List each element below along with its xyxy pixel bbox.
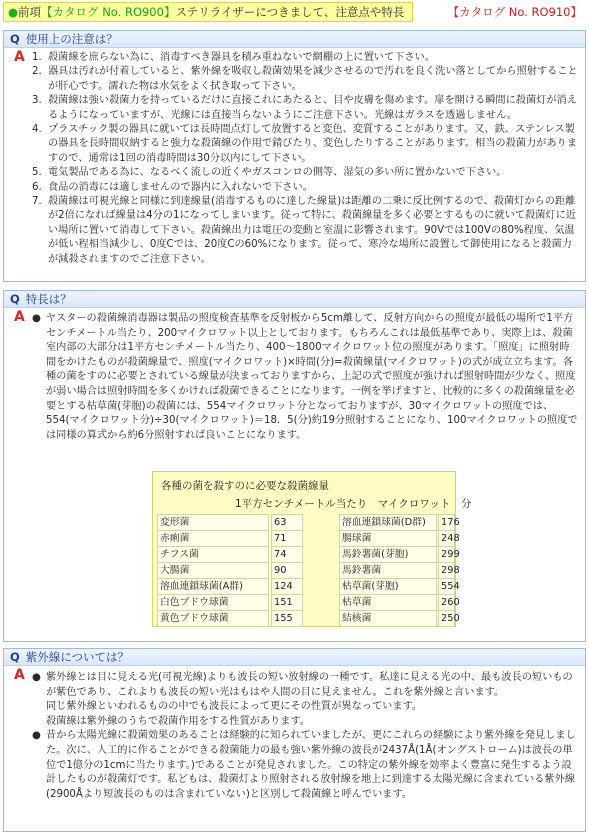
- germ-name-cell: 結核菌: [339, 610, 437, 627]
- uv-paragraph-1: [32, 671, 579, 700]
- list-item: [32, 181, 579, 195]
- germ-value-cell: 248: [438, 530, 455, 547]
- bullet: ●: [32, 672, 41, 683]
- germ-name-cell: 大腸菌: [157, 562, 269, 579]
- list-item-text: 器具は汚れが付着していると、紫外線を吸収し殺菌効果を減少させるので汚れを良く洗い落としてから照射することが肝心です。濡れた物は水気をよく拭き取って下さい。: [48, 66, 578, 92]
- section-usage-notes: [3, 30, 586, 282]
- germ-name-cell: 腸球菌: [339, 530, 437, 547]
- germ-value-cell: 74: [271, 546, 303, 563]
- uv-text-1b: 同じ紫外線といわれるものの中でも波長によって更にその性質が異なっています。: [46, 701, 423, 713]
- header-tail: ステリライザーにつきまして、注意点や特長: [175, 5, 405, 19]
- germ-value-cell: 260: [438, 594, 455, 611]
- list-item: [32, 94, 579, 123]
- list-item-text: 電気製品である為に、なるべく流しの近くやガスコンロの側等、湿気の多い所に置かないで下さい。: [48, 167, 507, 179]
- header-prefix: 前項: [18, 5, 42, 19]
- answer-mark: A: [14, 667, 25, 683]
- list-item-number: 7.: [32, 196, 42, 208]
- germ-name-cell: 枯草菌(芽胞): [339, 578, 437, 595]
- list-item: [32, 166, 579, 180]
- bullet: ●: [32, 730, 41, 742]
- list-item: [32, 51, 579, 65]
- uv-text-1c: 殺菌線は紫外線のうちで殺菌作用をする性質があります。: [46, 715, 310, 727]
- germ-name-cell: 白色ブドウ球菌: [157, 594, 269, 611]
- germ-name-cell: 溶血連鎖球菌(D群): [339, 514, 437, 531]
- answer-mark: A: [14, 49, 25, 65]
- section-usage-header: [4, 31, 585, 48]
- germ-value-cell: 554: [438, 578, 455, 595]
- germ-value-cell: 124: [271, 578, 303, 595]
- list-item-number: 5.: [32, 167, 42, 179]
- sterilization-dose-table: [152, 471, 472, 627]
- answer-mark: A: [14, 309, 25, 325]
- list-item-number: 3.: [32, 95, 42, 107]
- germ-value-cell: 176: [438, 514, 455, 531]
- features-text: ヤスターの殺菌線消毒器は製品の照度検査基準を反射板から5cm離して、反射方向からの照度が最低の場所で1平方センチメートル当たり、200マイクロワット以上としております。もちろんこれは最低基準であり、実際上は、殺菌室内部の大部分は1平方センチメートル当たり、400～1800マイクロワット位の照度があります。「照度」に照射時間をかけたものが殺菌線量で、照度(マイクロワット)×時間(分)=殺菌線量(マイクロワット)の式が成立立ちます。各種の菌をすのに必要とされている線量が決まっておりますから、上記の式で照度が強ければ照射時間が少なく、照度が弱い場合は照射時間を多くかければ殺菌できることになります。一例を挙げますと、比較的に多くの殺菌線量を必要とする枯草菌(芽胞)の殺菌には、554マイクロワット分となっておりますが、30マイクロワットの照度では、554(マイクロワット分)÷30(マイクロワット)＝18．5(分)約19分照射することになり、100マイクロワットの照度では同様の算式から約6分照射すれば良いことになります。: [46, 313, 578, 441]
- header-bar: [3, 2, 586, 24]
- list-item-number: 4.: [32, 124, 42, 136]
- section-features: [3, 290, 586, 642]
- list-item: [32, 123, 579, 166]
- list-item: [32, 195, 579, 267]
- germ-value-cell: 299: [438, 546, 455, 563]
- list-item-number: 2.: [32, 66, 42, 78]
- catalog-right-link[interactable]: 【カタログ No. RO910】: [447, 5, 582, 19]
- list-item-text: プラスチック製の器具に就いては長時間点灯して放置すると変色、変質することがあります。又、鉄、ステンレス製の器具を長時間収納すると強力な殺菌線の作用で錆びたり、変色したりすることがあります。相当の殺菌力がありますので、通常は1回の消毒時間は30分以内にして下さい。: [48, 124, 577, 164]
- list-item-text: 殺菌線は可視光線と同様に到達線量(消毒するものに達した線量)は距離の二乗に反比例するので、殺菌灯からの距離が2倍になれば線量は4分の1になってしまいます。従って特に、殺菌線量を多く必要とするものに就いて殺菌灯に近い場所に置いて消毒して下さい。殺菌線出力は電圧の変動と室温に影響されます。90Vでは100Vの80%程度、気温が低い程相当減少し、0度Cでは、20度Cの60%になります。従って、寒冷な場所に設置して御使用になると殺菌力が減殺されますのでご注意下さい。: [48, 196, 576, 265]
- bullet: ●: [32, 313, 41, 324]
- list-item-text: 殺菌線を庶らない為に、消毒すべき器具を積み重ねないで網棚の上に置いて下さい。: [48, 52, 435, 63]
- list-item-number: 6.: [32, 181, 42, 193]
- germ-name-cell: 馬鈴薯菌: [339, 562, 437, 579]
- germ-name-cell: チフス菌: [157, 546, 269, 563]
- germ-value-cell: 151: [271, 594, 303, 611]
- uv-paragraph-2: [32, 729, 579, 802]
- uv-text-2: 昔から太陽光線に殺菌効果のあることは経験的に知られていましたが、更にこれらの経験により紫外線を発見しました。次に、人工的に作ることができる殺菌能力の最も強い紫外線の波長が2437Å(1Å(オングストローム)は波長の単位で1億分の1cmに当たります。)であることが発見されました。この特定の紫外線を効率よく豊富に発生するよう設計したものが殺菌灯です。私どもは、殺菌灯より照射される放射線を地上に到達する太陽光線に含まれている紫外線(2900Åより短波長のものは含まれていない)と区別して殺菌線と呼んでいます。: [46, 730, 576, 800]
- header-bullet: ●: [8, 5, 19, 19]
- list-item: [32, 65, 579, 94]
- question-mark: Q: [10, 292, 20, 306]
- germ-value-cell: 63: [271, 514, 303, 531]
- germ-name-cell: 黄色ブドウ球菌: [157, 610, 269, 627]
- table-title: 各種の菌を殺すのに必要な殺菌線量: [161, 480, 329, 492]
- table-subtitle: 1平方センチメートル当たり マイクロワット 分: [235, 498, 472, 510]
- section-usage-title: 使用上の注意は？: [25, 32, 118, 46]
- germ-value-cell: 298: [438, 562, 455, 579]
- germ-name-cell: 枯草菌: [339, 594, 437, 611]
- header-banner: [3, 2, 413, 22]
- germ-value-cell: 155: [271, 610, 303, 627]
- section-uv-header: [4, 649, 585, 666]
- features-paragraph: [32, 312, 579, 443]
- list-item-text: 食品の消毒には適しませんので器内に入れないで下さい。: [48, 181, 313, 193]
- uv-paragraph-1c: [32, 715, 579, 730]
- section-features-answer: [4, 308, 585, 443]
- germ-value-cell: 71: [271, 530, 303, 547]
- germ-value-cell: 250: [438, 610, 455, 627]
- list-item-number: 1.: [32, 52, 42, 63]
- catalog-left-link[interactable]: 【カタログ No. RO900】: [41, 5, 176, 19]
- germ-value-cell: 90: [271, 562, 303, 579]
- germ-name-cell: 馬鈴薯菌(芽胞): [339, 546, 437, 563]
- section-uv-title: 紫外線については？: [25, 650, 130, 664]
- section-uv-answer: [4, 666, 585, 802]
- list-item-text: 殺菌線は強い殺菌力を持っているだけに直接これにあたると、目や皮膚を傷めます。扉を開ける瞬間に殺菌灯が消えるようになっていますが、光線には直接当らないようにご注意下さい。光線はガラスを透過しません。: [48, 95, 577, 121]
- section-features-title: 特長は？: [25, 292, 72, 306]
- germ-name-cell: 変形菌: [157, 514, 269, 531]
- uv-paragraph-1b: [32, 700, 579, 715]
- section-features-header: [4, 291, 585, 308]
- germ-name-cell: 赤痢菌: [157, 530, 269, 547]
- section-uv: [3, 648, 586, 832]
- section-usage-answer: [4, 48, 585, 267]
- germ-name-cell: 溶血連鎖球菌(A群): [157, 578, 269, 595]
- question-mark: Q: [10, 650, 20, 664]
- question-mark: Q: [10, 32, 20, 46]
- uv-text-1: 紫外線とは目に見える光(可視光線)よりも波長の短い放射線の一種です。私達に見える光の中、最も波長の短いものが紫色であり、これよりも波長の短い光はもはや人間の目に見えません。これを紫外線と言います。: [46, 672, 573, 698]
